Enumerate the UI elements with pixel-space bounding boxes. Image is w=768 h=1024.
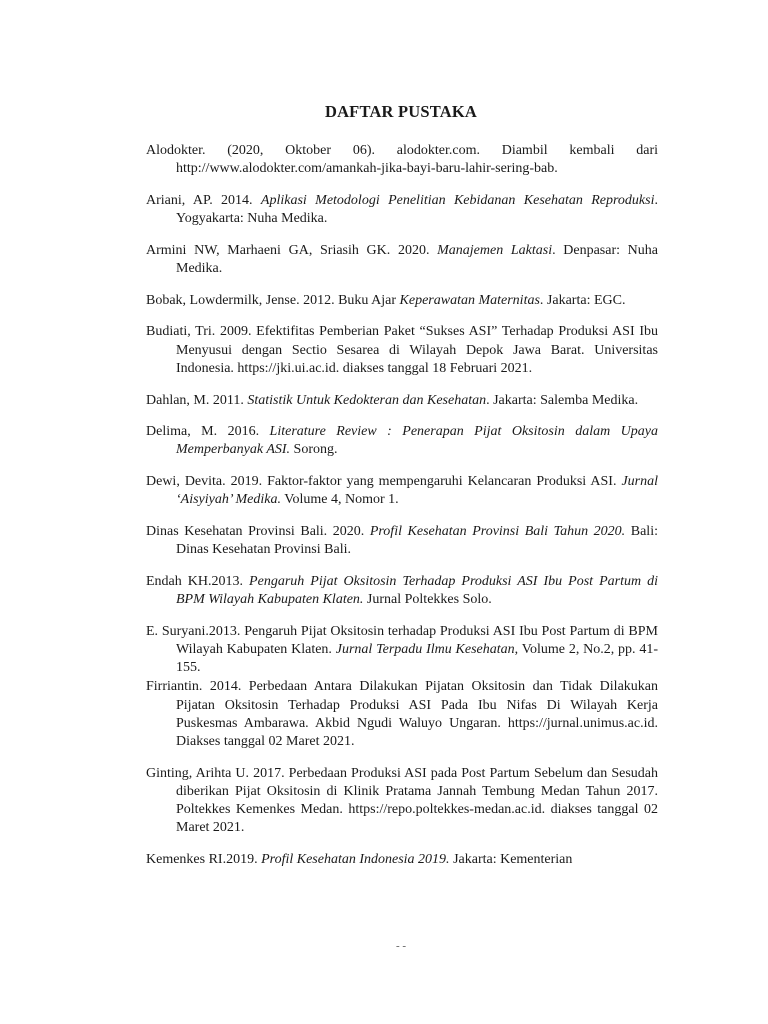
reference-italic-text: Keperawatan Maternitas: [399, 292, 540, 308]
reference-italic-text: Literature Review : Penerapan Pijat Oksitosin dalam Upaya Memperbanyak ASI.: [176, 424, 658, 458]
reference-text: , Volume 2, No.2, pp. 41-155.: [176, 642, 659, 676]
reference-italic-text: Jurnal Terpadu Ilmu Kesehatan: [335, 642, 515, 658]
reference-text: Delima, M. 2016.: [146, 424, 270, 440]
reference-text: Dinas Kesehatan Provinsi Bali. 2020.: [146, 524, 370, 540]
page-number: - -: [395, 940, 407, 952]
reference-text: . Denpasar: Nuha Medika.: [176, 242, 658, 277]
reference-text: Dewi, Devita. 2019. Faktor-faktor yang mempengaruhi Kelancaran Produksi ASI.: [146, 474, 622, 490]
reference-text: . Jakarta: EGC.: [539, 292, 626, 308]
reference-text: Jurnal Poltekkes Solo.: [363, 592, 492, 608]
reference-italic-text: Jurnal ‘Aisyiyah’ Medika.: [176, 474, 658, 508]
reference-italic-text: Profil Kesehatan Provinsi Bali Tahun 2020.: [369, 524, 626, 540]
reference-text: Ariani, AP. 2014.: [146, 192, 261, 208]
reference-entry: [146, 242, 658, 278]
reference-entry: [146, 765, 658, 838]
reference-entry: [146, 523, 658, 559]
reference-entry: [146, 473, 658, 509]
reference-text: Endah KH.2013.: [146, 573, 250, 589]
reference-entry: [146, 423, 658, 459]
reference-text: Armini NW, Marhaeni GA, Sriasih GK. 2020.: [146, 242, 438, 258]
reference-entry: [146, 292, 658, 310]
reference-entry: [146, 392, 658, 410]
reference-text: Ginting, Arihta U. 2017. Perbedaan Produksi ASI pada Post Partum Sebelum dan Sesudah diberikan Pijat Oksitosin di Klinik Pratama Jannah Tembung Medan Tahun 2017. Poltekkes Kemenkes Medan. https://repo.poltekkes-medan.ac.id. diakses tanggal 02 Maret 2021.: [146, 765, 658, 836]
reference-text: Dahlan, M. 2011.: [146, 392, 248, 408]
reference-entry: [146, 573, 658, 609]
reference-entry: [146, 623, 658, 678]
reference-text: Bobak, Lowdermilk, Jense. 2012. Buku Ajar: [146, 292, 400, 308]
reference-entry: [146, 323, 658, 378]
reference-text: Bali: Dinas Kesehatan Provinsi Bali.: [176, 524, 658, 558]
reference-text: Volume 4, Nomor 1.: [280, 492, 399, 508]
reference-list: [146, 142, 658, 883]
reference-italic-text: Aplikasi Metodologi Penelitian Kebidanan Kesehatan Reproduksi: [260, 192, 655, 208]
reference-entry: [146, 678, 658, 751]
reference-entry: [146, 851, 658, 869]
reference-text: Budiati, Tri. 2009. Efektifitas Pemberian Paket “Sukses ASI” Terhadap Produksi ASI Ibu Menyusui dengan Sectio Sesarea di Wilayah Depok Jawa Barat. Universitas Indonesia. https://jki.ui.ac.id. diakses tanggal 18 Februari 2021.: [146, 324, 658, 376]
reference-italic-text: Pengaruh Pijat Oksitosin Terhadap Produksi ASI Ibu Post Partum di BPM Wilayah Kabupaten Klaten.: [176, 573, 658, 608]
reference-text: Sorong.: [290, 442, 338, 458]
reference-entry: [146, 142, 658, 178]
reference-text: . Yogyakarta: Nuha Medika.: [176, 192, 658, 227]
reference-italic-text: Profil Kesehatan Indonesia 2019.: [261, 852, 450, 868]
reference-text: Firriantin. 2014. Perbedaan Antara Dilakukan Pijatan Oksitosin dan Tidak Dilakukan Pijatan Oksitosin Terhadap Produksi ASI Pada Ibu Nifas Di Wilayah Kerja Puskesmas Ambarawa. Akbid Ngudi Waluyo Ungaran. https://jurnal.unimus.ac.id. Diakses tanggal 02 Maret 2021.: [146, 679, 658, 750]
reference-italic-text: Manajemen Laktasi: [437, 242, 553, 258]
reference-text: Alodokter. (2020, Oktober 06). alodokter.com. Diambil kembali dari http://www.alodokter.com/amankah-jika-bayi-baru-lahir-sering-bab.: [146, 143, 658, 177]
reference-entry: [146, 192, 658, 228]
reference-text: Kemenkes RI.2019.: [146, 852, 262, 868]
reference-text: E. Suryani.2013. Pengaruh Pijat Oksitosin terhadap Produksi ASI Ibu Post Partum di BPM Wilayah Kabupaten Klaten.: [146, 623, 658, 658]
reference-text: Jakarta: Kementerian: [449, 852, 573, 868]
reference-text: . Jakarta: Salemba Medika.: [486, 392, 639, 408]
page-title: DAFTAR PUSTAKA: [324, 102, 478, 121]
reference-italic-text: Statistik Untuk Kedokteran dan Kesehatan: [247, 392, 487, 408]
